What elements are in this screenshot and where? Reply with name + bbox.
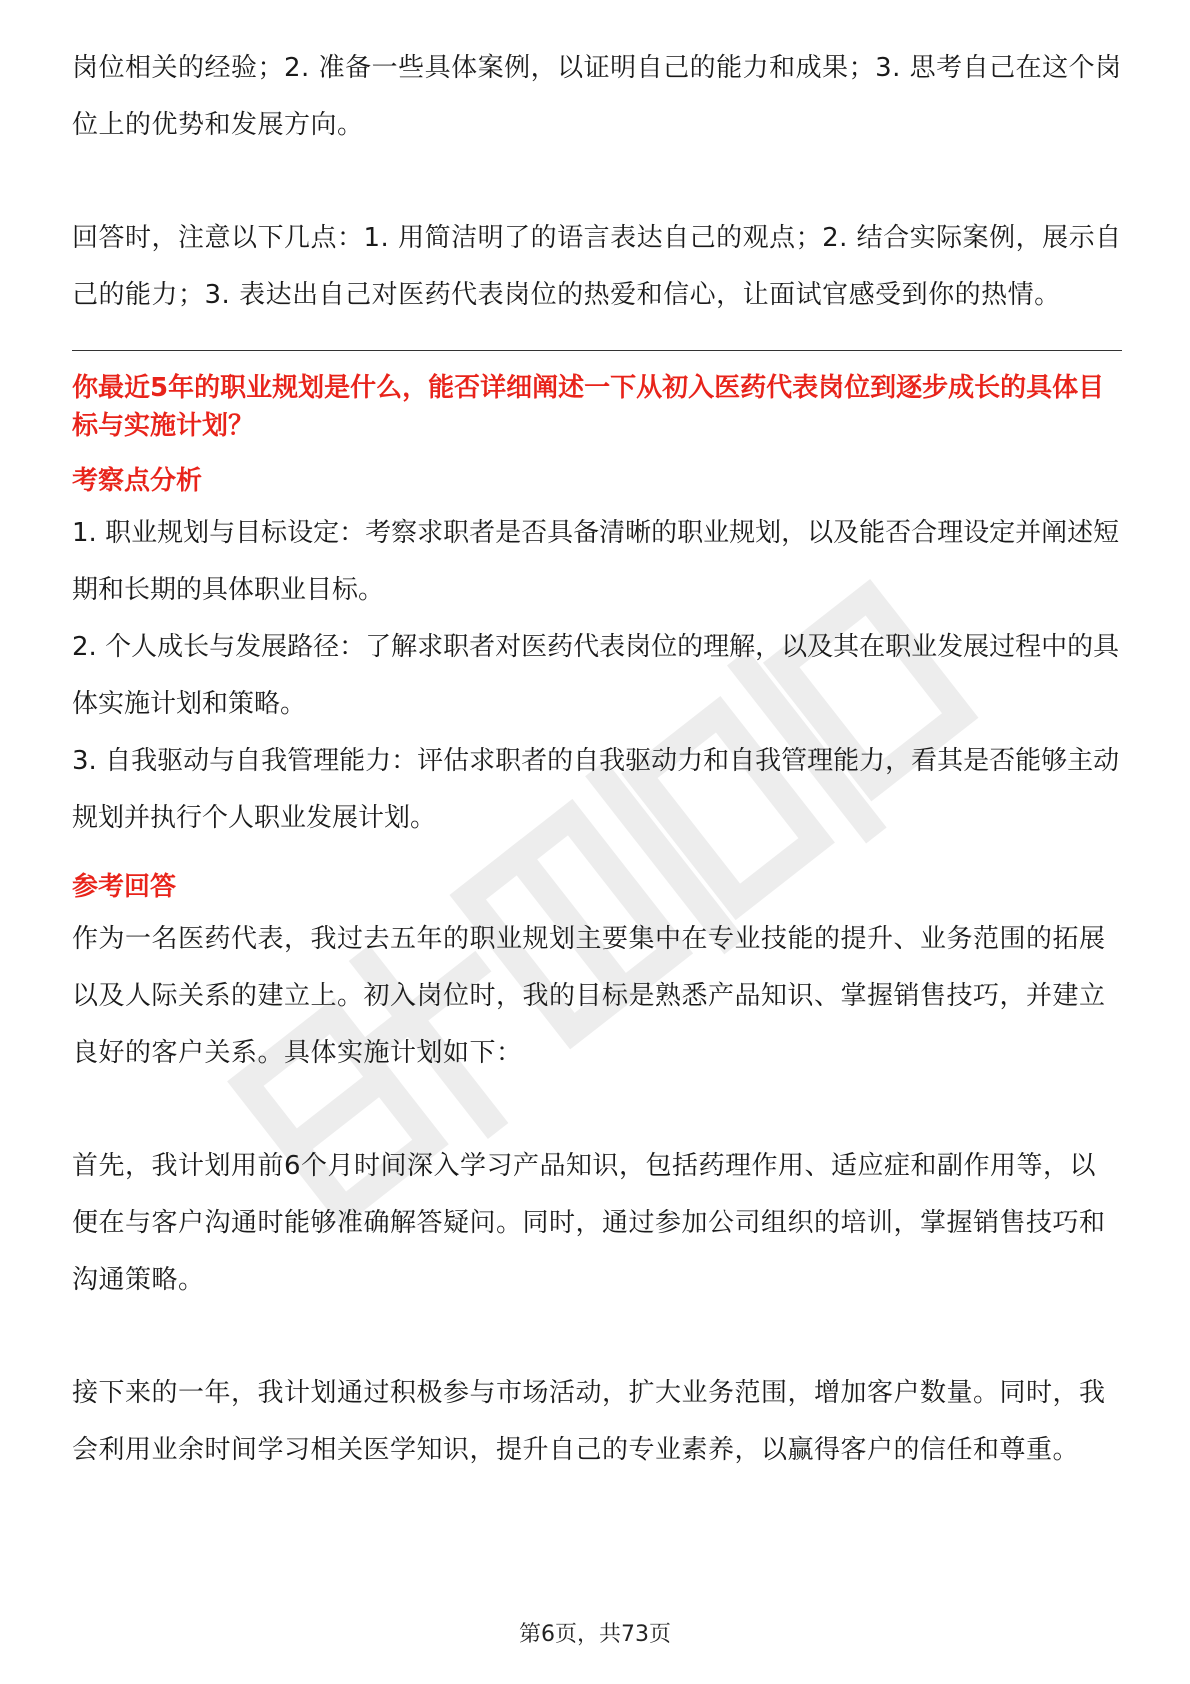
document-page xyxy=(72,40,1122,1479)
reference-paragraph-3: 接下来的一年，我计划通过积极参与市场活动，扩大业务范围，增加客户数量。同时，我会利用业余时间学习相关医学知识，提升自己的专业素养，以赢得客户的信任和尊重。 xyxy=(72,1378,1106,1465)
analysis-item-2: 2. 个人成长与发展路径：了解求职者对医药代表岗位的理解，以及其在职业发展过程中的具体实施计划和策略。 xyxy=(72,632,1120,719)
reference-heading: 参考回答 xyxy=(72,872,177,902)
analysis-heading: 考察点分析 xyxy=(72,466,203,496)
intro-paragraph-2: 回答时，注意以下几点：1. 用简洁明了的语言表达自己的观点；2. 结合实际案例，展示自己的能力；3. 表达出自己对医药代表岗位的热爱和信心，让面试官感受到你的热情。 xyxy=(72,223,1122,310)
reference-paragraph-2: 首先，我计划用前6个月时间深入学习产品知识，包括药理作用、适应症和副作用等，以便在与客户沟通时能够准确解答疑问。同时，通过参加公司组织的培训，掌握销售技巧和沟通策略。 xyxy=(72,1151,1106,1295)
reference-paragraph-1: 作为一名医药代表，我过去五年的职业规划主要集中在专业技能的提升、业务范围的拓展以及人际关系的建立上。初入岗位时，我的目标是熟悉产品知识、掌握销售技巧，并建立良好的客户关系。具体实施计划如下： xyxy=(72,924,1106,1068)
analysis-item-1: 1. 职业规划与目标设定：考察求职者是否具备清晰的职业规划，以及能否合理设定并阐述短期和长期的具体职业目标。 xyxy=(72,518,1120,605)
intro-paragraph-1: 岗位相关的经验；2. 准备一些具体案例，以证明自己的能力和成果；3. 思考自己在这个岗位上的优势和发展方向。 xyxy=(72,53,1122,140)
interview-question: 你最近5年的职业规划是什么，能否详细阐述一下从初入医药代表岗位到逐步成长的具体目标与实施计划？ xyxy=(72,373,1105,441)
section-divider xyxy=(72,350,1122,351)
page-number-footer: 第6页，共73页 xyxy=(519,1622,671,1647)
analysis-item-3: 3. 自我驱动与自我管理能力：评估求职者的自我驱动力和自我管理能力，看其是否能够主动规划并执行个人职业发展计划。 xyxy=(72,746,1120,833)
